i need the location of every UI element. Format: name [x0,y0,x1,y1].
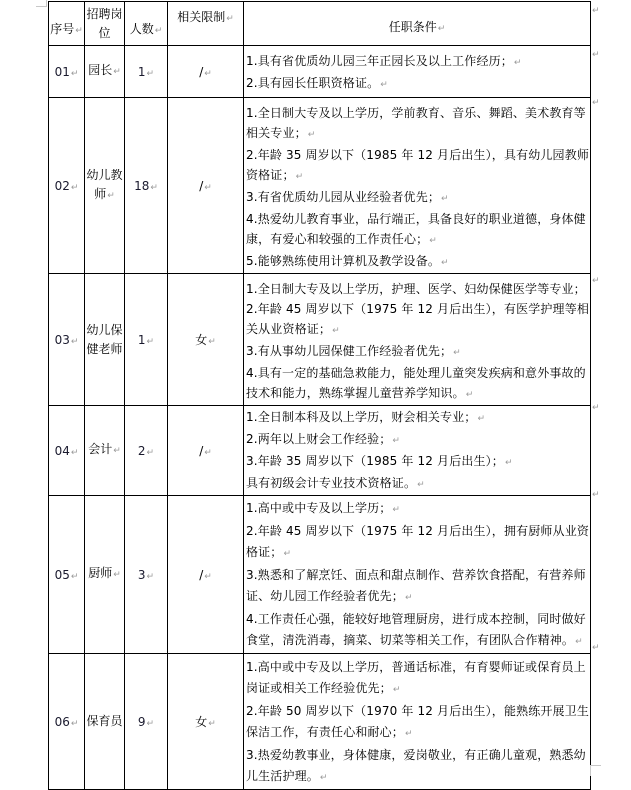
row-position: 会计↵ [85,406,125,496]
header-restriction: 相关限制↵ [168,2,244,46]
row-count: 1↵ [125,46,168,98]
row-restriction: 女↵ [168,654,244,790]
requirement-line: 食堂，清洗消毒，摘菜、切菜等相关工作，有团队合作精神。↵ [246,633,583,647]
requirement-line: 具有初级会计专业技术资格证。↵ [246,476,425,490]
page-corner-mark-top-left [36,0,47,7]
row-requirements [244,274,591,406]
row-requirements [244,406,591,496]
row-position: 幼儿教 师↵ [85,98,125,274]
requirement-line: 1.全日制大专及以上学历，护理、医学、妇幼保健医学等专业； [246,282,586,296]
requirement-line: 岗证或相关工作经验优先；↵ [246,681,401,695]
paragraph-mark: ↵ [592,50,600,60]
header-position: 招聘岗 位 [85,2,125,46]
row-count: 3↵ [125,496,168,654]
requirement-line: 3.熟悉和了解烹饪、面点和甜点制作、营养饮食搭配，有营养师 [246,568,586,582]
table-row [49,654,591,790]
requirement-line: 儿生活护理。↵ [246,769,328,783]
row-requirements [244,654,591,790]
page-corner-mark-bottom-right [590,765,601,776]
requirement-line: 资格证；↵ [246,168,304,182]
requirement-line: 2.年龄 45 周岁以下（1975 年 12 月后出生），有医学护理等相 [246,302,590,316]
paragraph-mark: ↵ [592,403,600,413]
recruitment-table [48,1,591,790]
table-header-row [49,2,591,46]
requirement-line: 证、幼儿园工作经验者优先；↵ [246,589,413,603]
requirement-line: 3.年龄 35 周岁以下（1985 年 12 月后出生）；↵ [246,454,513,468]
paragraph-mark: ↵ [592,643,600,653]
row-count: 18↵ [125,98,168,274]
row-requirements [244,98,591,274]
row-index: 02↵ [49,98,85,274]
header-count: 人数↵ [125,2,168,46]
requirement-line: 3.有省优质幼儿园从业经验者优先；↵ [246,190,449,204]
requirement-line: 技术和能力，熟练掌握儿童营养学知识。↵ [246,386,474,400]
row-index: 04↵ [49,406,85,496]
row-restriction: /↵ [168,406,244,496]
requirement-line: 4.热爱幼儿教育事业，品行端正，具备良好的职业道德，身体健 [246,212,586,226]
header-index: 序号↵ [49,2,85,46]
row-restriction: /↵ [168,98,244,274]
paragraph-mark: ↵ [592,6,600,16]
row-restriction: /↵ [168,46,244,98]
requirement-line: 4.具有一定的基础急救能力，能处理儿童突发疾病和意外事故的 [246,366,586,380]
requirement-line: 相关专业；↵ [246,126,316,140]
row-restriction: 女↵ [168,274,244,406]
requirement-line: 保洁工作，有责任心和耐心；↵ [246,725,413,739]
table-row [49,98,591,274]
requirement-line: 1.具有省优质幼儿园三年正园长及以上工作经历；↵ [246,54,522,68]
row-index: 06↵ [49,654,85,790]
row-requirements [244,496,591,654]
row-position: 幼儿保 健老师 [85,274,125,406]
paragraph-mark: ↵ [592,490,600,500]
row-index: 03↵ [49,274,85,406]
row-index: 05↵ [49,496,85,654]
row-count: 2↵ [125,406,168,496]
requirement-line: 1.全日制大专及以上学历，学前教育、音乐、舞蹈、美术教育等 [246,106,586,120]
row-position: 保育员 [85,654,125,790]
requirement-line: 2.年龄 45 周岁以下（1975 年 12 月后出生），拥有厨师从业资 [246,524,590,538]
row-requirements [244,46,591,98]
requirement-line: 5.能够熟练使用计算机及教学设备。↵ [246,254,449,268]
row-count: 9↵ [125,654,168,790]
requirement-line: 2.年龄 35 周岁以下（1985 年 12 月后出生），具有幼儿园教师 [246,148,590,162]
requirement-line: 关从业资格证；↵ [246,322,340,336]
paragraph-mark: ↵ [592,276,600,286]
requirement-line: 格证；↵ [246,545,292,559]
table-row [49,406,591,496]
paragraph-mark: ↵ [592,98,600,108]
row-position: 园长↵ [85,46,125,98]
requirement-line: 1.高中或中专及以上学历，普通话标准，有育婴师证或保育员上 [246,660,586,674]
requirement-line: 康，有爱心和较强的工作责任心；↵ [246,232,437,246]
requirement-line: 2.具有园长任职资格证。↵ [246,76,388,90]
table-row [49,496,591,654]
requirement-line: 3.热爱幼教事业，身体健康，爱岗敬业，有正确儿童观，熟悉幼 [246,748,586,762]
requirement-line: 4.工作责任心强，能较好地管理厨房，进行成本控制，同时做好 [246,612,586,626]
row-position: 厨师↵ [85,496,125,654]
requirement-line: 3.有从事幼儿园保健工作经验者优先；↵ [246,344,461,358]
requirement-line: 1.高中或中专及以上学历；↵ [246,501,401,515]
table-row [49,274,591,406]
header-requirements: 任职条件↵ [244,2,591,46]
requirement-line: 1.全日制本科及以上学历，财会相关专业；↵ [246,410,486,424]
row-index: 01↵ [49,46,85,98]
row-count: 1↵ [125,274,168,406]
requirement-line: 2.两年以上财会工作经验；↵ [246,432,401,446]
row-restriction: /↵ [168,496,244,654]
table-row [49,46,591,98]
requirement-line: 2.年龄 50 周岁以下（1970 年 12 月后出生），能熟练开展卫生 [246,704,590,718]
